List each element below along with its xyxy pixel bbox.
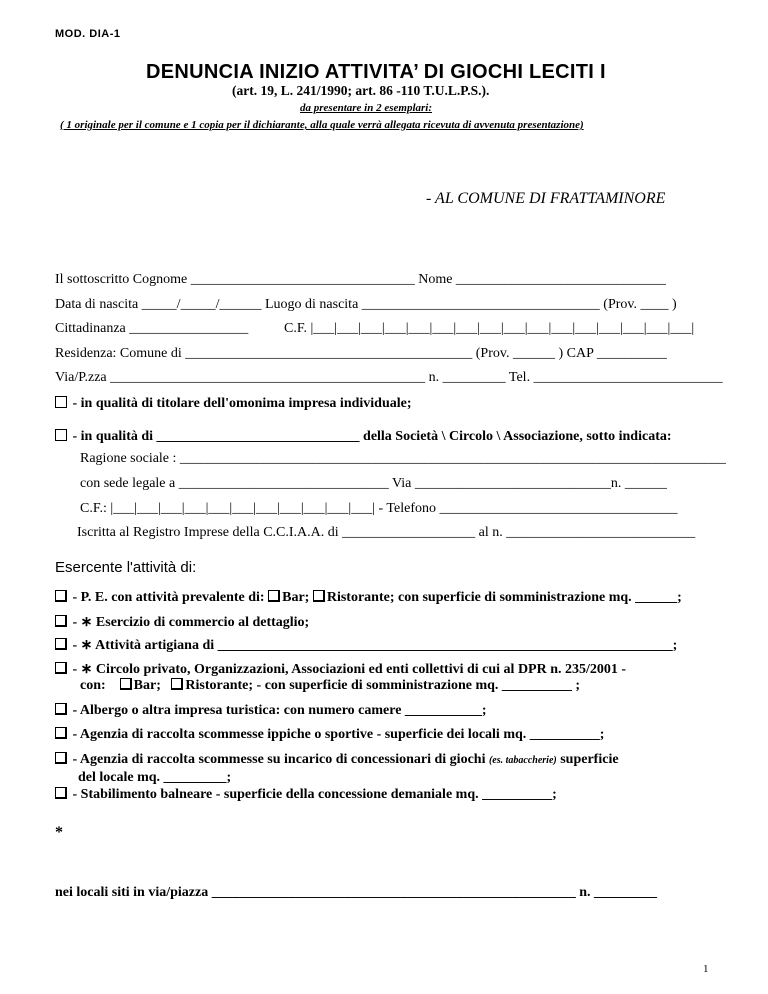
option-company [55, 429, 672, 445]
activity-label: Circolo privato, Organizzazioni, Associazioni ed enti collettivi di cui al DPR n. 235/2001 - [95, 662, 627, 677]
recipient-line: - AL COMUNE DI FRATTAMINORE [426, 190, 666, 207]
activity-label: - Albergo o altra impresa turistica: con numero camere ___________; [72, 703, 487, 718]
activity-label: - Stabilimento balneare - superficie della concessione demaniale mq. __________; [72, 787, 557, 802]
activity-note: (es. tabaccherie) [488, 755, 557, 766]
citizenship-field: Cittadinanza _________________ [55, 321, 249, 336]
activity-label: Attività artigiana di _________________________________________________________________; [95, 638, 678, 653]
form-code: MOD. DIA-1 [55, 28, 121, 40]
checkbox-icon [55, 662, 67, 674]
checkbox-icon [55, 615, 67, 627]
asterisk-icon: ∗ [80, 615, 93, 630]
birth-row: Data di nascita _____/_____/______ Luogo di nascita __________________________________ (Prov. ____ ) [55, 297, 677, 312]
name-row: Il sottoscritto Cognome ________________________________ Nome ______________________________ [55, 272, 666, 287]
activity-label: Ristorante; con superficie di somministrazione mq. ______; [326, 590, 682, 605]
option-company-label: - in qualità di _____________________________ della Società \ Circolo \ Associazione, sotto indicata: [72, 429, 672, 444]
activity-betting-horse [55, 727, 604, 743]
checkbox-icon [268, 590, 280, 602]
premises-row: nei locali siti in via/piazza ____________________________________________________ n. _________ [55, 885, 658, 900]
activity-label: con: [80, 678, 106, 693]
copies-detail: ( 1 originale per il comune e 1 copia per il dichiarante, alla quale verrà allegata ricevuta di avvenuta presentazione) [60, 119, 584, 131]
company-seat-row: con sede legale a ______________________________ Via ____________________________n. ______ [80, 476, 667, 491]
option-individual [55, 396, 412, 412]
activity-betting-area: del locale mq. _________; [78, 770, 232, 785]
checkbox-icon [55, 703, 67, 715]
activity-label: superficie [560, 752, 619, 767]
checkbox-icon [120, 678, 132, 690]
activity-club: - ∗ Circolo privato, Organizzazioni, Associazioni ed enti collettivi di cui al DPR n. 235/2001 - [55, 661, 626, 678]
activity-label: - P. E. con attività prevalente di: [72, 590, 265, 605]
activity-label: Ristorante; - con superficie di somministrazione mq. __________ ; [185, 678, 581, 693]
asterisk-icon: ∗ [80, 638, 93, 653]
activity-retail: - ∗ Esercizio di commercio al dettaglio; [55, 614, 309, 631]
activity-label: Bar; [282, 590, 310, 605]
residence-row: Residenza: Comune di _________________________________________ (Prov. ______ ) CAP __________ [55, 346, 667, 361]
checkbox-icon [55, 590, 67, 602]
activity-beach [55, 787, 557, 803]
company-name-row: Ragione sociale : ______________________________________________________________________________ [80, 451, 726, 466]
activity-betting-agency [55, 752, 619, 768]
activity-label: - Agenzia di raccolta scommesse ippiche o sportive - superficie dei locali mq. __________; [72, 727, 605, 742]
checkbox-icon [55, 787, 67, 799]
company-cf-row: C.F.: |___|___|___|___|___|___|___|___|___|___|___| - Telefono __________________________________ [80, 501, 678, 516]
address-row: Via/P.zza _____________________________________________ n. _________ Tel. ___________________________ [55, 370, 723, 385]
checkbox-icon [55, 429, 67, 441]
checkbox-icon [55, 638, 67, 650]
activity-label: Esercizio di commercio al dettaglio; [95, 615, 310, 630]
activity-pe [55, 590, 682, 606]
tax-code-boxes: C.F. |___|___|___|___|___|___|___|___|___|___|___|___|___|___|___|___| [284, 321, 695, 336]
copies-note: da presentare in 2 esemplari: [300, 102, 432, 114]
law-reference: (art. 19, L. 241/1990; art. 86 -110 T.U.L.P.S.). [232, 83, 490, 98]
activity-craft: - ∗ Attività artigiana di _________________________________________________________________; [55, 637, 677, 654]
page-number: 1 [703, 963, 709, 975]
section-heading: Esercente l'attività di: [55, 559, 197, 576]
checkbox-icon [55, 752, 67, 764]
checkbox-icon [55, 396, 67, 408]
activity-hotel [55, 703, 487, 719]
activity-label: - Agenzia di raccolta scommesse su incarico di concessionari di giochi [72, 752, 486, 767]
company-registry-row: Iscritta al Registro Imprese della C.C.I.A.A. di ___________________ al n. ___________________________ [77, 525, 696, 540]
checkbox-icon [55, 727, 67, 739]
checkbox-icon [313, 590, 325, 602]
activity-club-options [80, 678, 580, 694]
checkbox-icon [171, 678, 183, 690]
asterisk-icon: ∗ [80, 662, 93, 677]
form-title: DENUNCIA INIZIO ATTIVITA’ DI GIOCHI LECITI I [146, 61, 606, 83]
option-individual-label: - in qualità di titolare dell'omonima impresa individuale; [72, 396, 412, 411]
activity-label: Bar; [133, 678, 161, 693]
asterisk-note: * [55, 824, 63, 841]
